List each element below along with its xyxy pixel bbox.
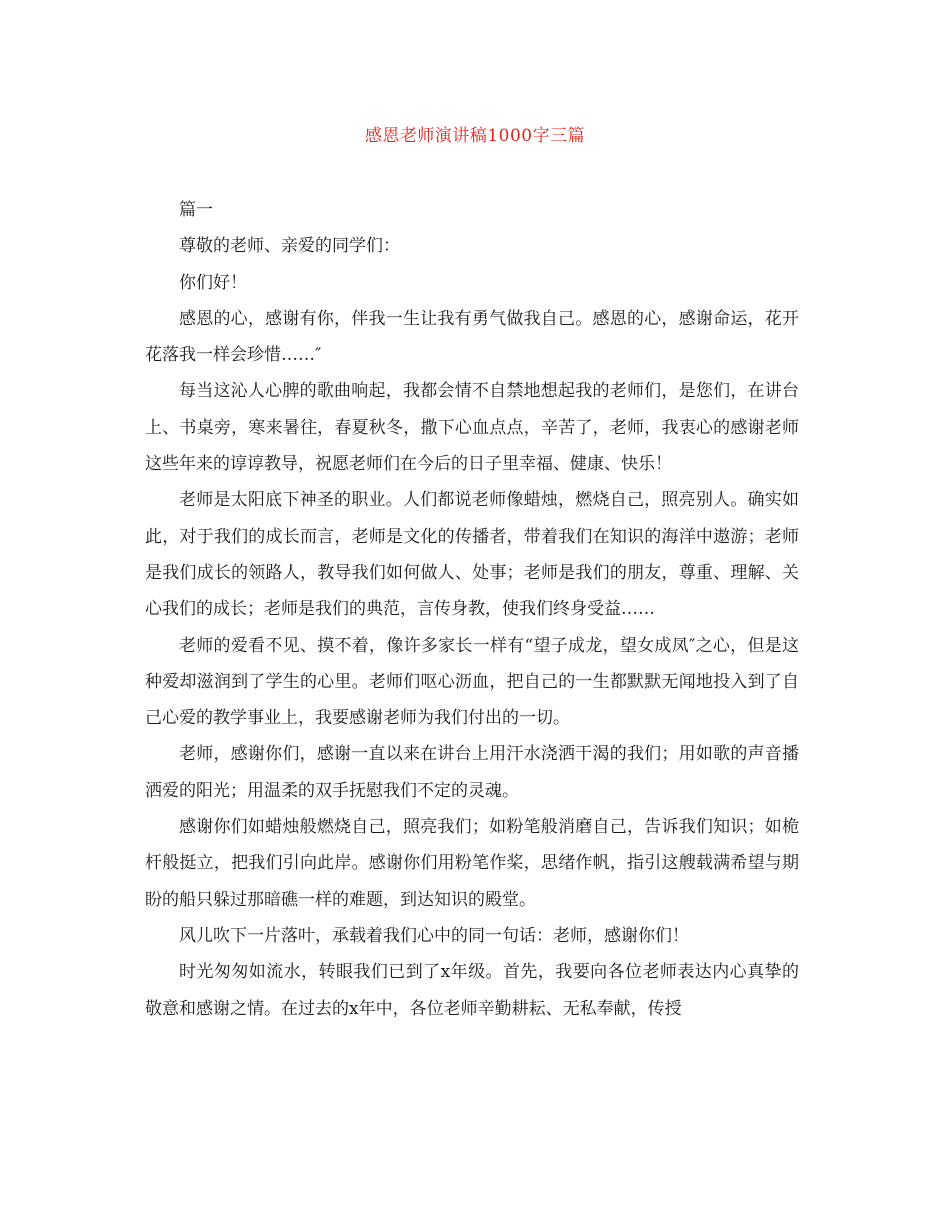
document-title: 感恩老师演讲稿1000字三篇 <box>364 126 586 146</box>
body-paragraph: 老师的爱看不见、摸不着，像许多家长一样有“望子成龙，望女成凤″之心，但是这种爱却滋润到了学生的心里。老师们呕心沥血，把自己的一生都默默无闻地投入到了自己心爱的教学事业上，我要感谢老师为我们付出的一切。 <box>145 635 799 729</box>
body-paragraph: 感谢你们如蜡烛般燃烧自己，照亮我们；如粉笔般消磨自己，告诉我们知识；如桅杆般挺立，把我们引向此岸。感谢你们用粉笔作桨，思绪作帆，指引这艘载满希望与期盼的船只躲过那暗礁一样的难题，到达知识的殿堂。 <box>145 817 799 910</box>
body-paragraph: 老师，感谢你们，感谢一直以来在讲台上用汗水浇洒干渴的我们；用如歌的声音播洒爱的阳光；用温柔的双手抚慰我们不定的灵魂。 <box>145 744 799 801</box>
body-paragraph: 每当这沁人心脾的歌曲响起，我都会情不自禁地想起我的老师们，是您们，在讲台上、书桌旁，寒来暑往，春夏秋冬，撒下心血点点，辛苦了，老师，我衷心的感谢老师这些年来的谆谆教导，祝愿老师们在今后的日子里幸福、健康、快乐！ <box>145 381 799 475</box>
body-paragraph: 老师是太阳底下神圣的职业。人们都说老师像蜡烛，燃烧自己，照亮别人。确实如此，对于我们的成长而言，老师是文化的传播者，带着我们在知识的海洋中遨游；老师是我们成长的领路人，教导我们如何做人、处事；老师是我们的朋友，尊重、理解、关心我们的成长；老师是我们的典范，言传身教，使我们终身受益…… <box>145 490 799 620</box>
salutation: 尊敬的老师、亲爱的同学们： <box>179 236 400 257</box>
section-heading: 篇一 <box>179 200 213 220</box>
body-paragraph: 时光匆匆如流水，转眼我们已到了x年级。首先，我要向各位老师表达内心真挚的敬意和感谢之情。在过去的x年中，各位老师辛勤耕耘、无私奉献，传授 <box>145 962 799 1019</box>
body-paragraph: 风儿吹下一片落叶，承载着我们心中的同一句话：老师，感谢你们！ <box>179 925 689 946</box>
document-body <box>145 192 799 1027</box>
greeting: 你们好！ <box>179 272 247 293</box>
body-paragraph: 感恩的心，感谢有你，伴我一生让我有勇气做我自己。感恩的心，感谢命运，花开花落我一样会珍惜……″ <box>145 308 799 366</box>
